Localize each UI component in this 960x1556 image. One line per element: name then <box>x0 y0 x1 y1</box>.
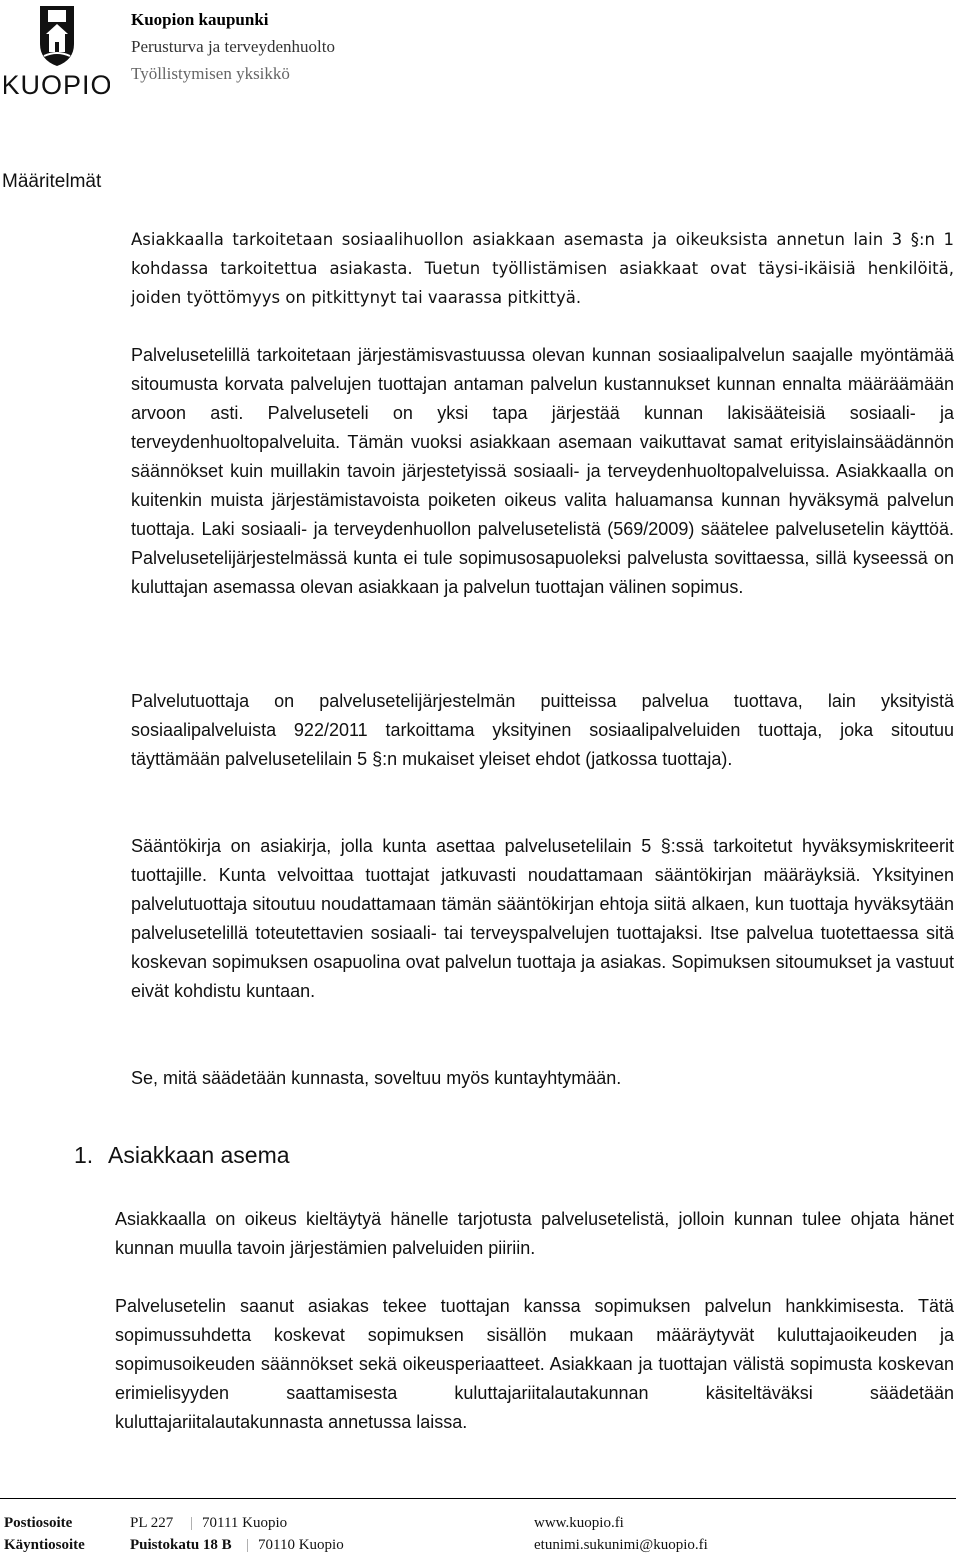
visit-label: Käyntiosoite <box>4 1537 85 1553</box>
svg-text:KUOPIO: KUOPIO <box>4 70 110 98</box>
website-link[interactable]: www.kuopio.fi <box>534 1515 624 1531</box>
postal-box: PL 227 <box>130 1515 174 1531</box>
postal-label: Postiosoite <box>4 1515 73 1531</box>
paragraph-rulebook: Sääntökirja on asiakirja, jolla kunta asettaa palvelusetelilain 5 §:ssä tarkoitetut hyväksymiskriteerit tuottajille. Kunta velvoittaa tuottajat jatkuvasti noudattamaan sääntökirjan määräyksiä. Yksityinen palvelutuottaja sitoutuu noudattamaan tämän sääntökirjan ehtoja siitä alkaen, kun tuottaja hyväksytään palvelusetelillä toteutettavien sosiaali- tai terveyspalvelujen tuottajaksi. Itse palvelua tuotettaessa sitä koskevan sopimuksen osapuolina ovat palvelun tuottaja ja asiakas. Sopimuksen sitoumukset ja vastuut eivät kohdistu kuntaan. <box>131 836 954 1001</box>
paragraph-service-provider: Palvelutuottaja on palvelusetelijärjestelmän puitteissa palvelua tuottava, lain yksityistä sosiaalipalveluista 922/2011 tarkoittama yksityinen sosiaalipalveluiden tuottaja, joka sitoutuu täyttämään palvelusetelilain 5 §:n mukaiset yleiset ehdot (jatkossa tuottaja). <box>131 691 954 769</box>
section-number: 1. <box>74 1142 94 1168</box>
paragraph-municipality-note: Se, mitä säädetään kunnasta, soveltuu myös kuntayhtymään. <box>131 1068 622 1088</box>
coat-of-arms-icon <box>4 2 110 98</box>
kuopio-logo <box>4 2 110 98</box>
definitions-heading: Määritelmät <box>2 171 102 192</box>
email-link[interactable]: etunimi.sukunimi@kuopio.fi <box>534 1537 708 1553</box>
postal-city: 70111 Kuopio <box>202 1515 288 1531</box>
section-title: Asiakkaan asema <box>108 1142 290 1168</box>
paragraph-right-to-refuse: Asiakkaalla on oikeus kieltäytyä hänelle tarjotusta palvelusetelistä, jolloin kunnan tulee ohjata hänet kunnan muulla tavoin järjestämien palveluiden piiriin. <box>115 1209 954 1258</box>
org-name: Kuopion kaupunki <box>131 10 269 29</box>
org-division: Perusturva ja terveydenhuolto <box>131 37 335 56</box>
footer-separator: | <box>190 1515 194 1531</box>
paragraph-contract: Palvelusetelin saanut asiakas tekee tuottajan kanssa sopimuksen palvelun hankkimisesta. Tätä sopimussuhdetta koskevat sopimuksen sisällön mukaan määräytyvät kuluttajaoikeuden ja sopimusoikeuden säännökset sekä oikeusperiaatteet. Asiakkaan ja tuottajan välistä sopimusta koskevan erimielisyyden saattamisesta kuluttajariitalautakunnan käsiteltäväksi säädetään kuluttajariitalautakunnasta annetussa laissa. <box>115 1296 954 1432</box>
section-heading-client-position <box>74 1142 290 1169</box>
visit-city: 70110 Kuopio <box>258 1537 344 1553</box>
paragraph-client-definition: Asiakkaalla tarkoitetaan sosiaalihuollon asiakkaan asemasta ja oikeuksista annetun lain 3 §:n 1 kohdassa tarkoitettua asiakasta. Tuetun työllistämisen asiakkaat ovat täysi-ikäisiä henkilöitä, joiden työttömyys on pitkittynyt tai vaarassa pitkittyä. <box>131 230 954 307</box>
footer-separator: | <box>246 1537 250 1553</box>
organization-header <box>131 6 335 87</box>
paragraph-service-voucher: Palvelusetelillä tarkoitetaan järjestämisvastuussa olevan kunnan sosiaalipalvelun saajalle myöntämää sitoumusta korvata palvelujen tuottajan antaman palvelun kustannukset kunnan ennalta määräämään arvoon asti. Palveluseteli on yksi tapa järjestää kunnan lakisääteisiä sosiaali- ja terveydenhuoltopalveluita. Tämän vuoksi asiakkaan asemaan vaikuttavat samat erityislainsäädännön säännökset kuin muillakin tavoin järjestetyissä sosiaali- ja terveydenhuoltopalveluissa. Asiakkaalla on kuitenkin muista järjestämistavoista poiketen oikeus valita haluamansa kunnan hyväksymä palvelun tuottaja. Laki sosiaali- ja terveydenhuollon palvelusetelistä (569/2009) säätelee palvelusetelin käyttöä. Palvelusetelijärjestelmässä kunta ei tule sopimusosapuoleksi palvelusta sovittaessa, sillä kyseessä on kuluttajan asemassa olevan asiakkaan ja palvelun tuottajan välinen sopimus. <box>131 345 954 597</box>
footer-divider <box>0 1498 956 1499</box>
org-unit: Työllistymisen yksikkö <box>131 64 290 83</box>
visit-street: Puistokatu 18 B <box>130 1537 232 1553</box>
